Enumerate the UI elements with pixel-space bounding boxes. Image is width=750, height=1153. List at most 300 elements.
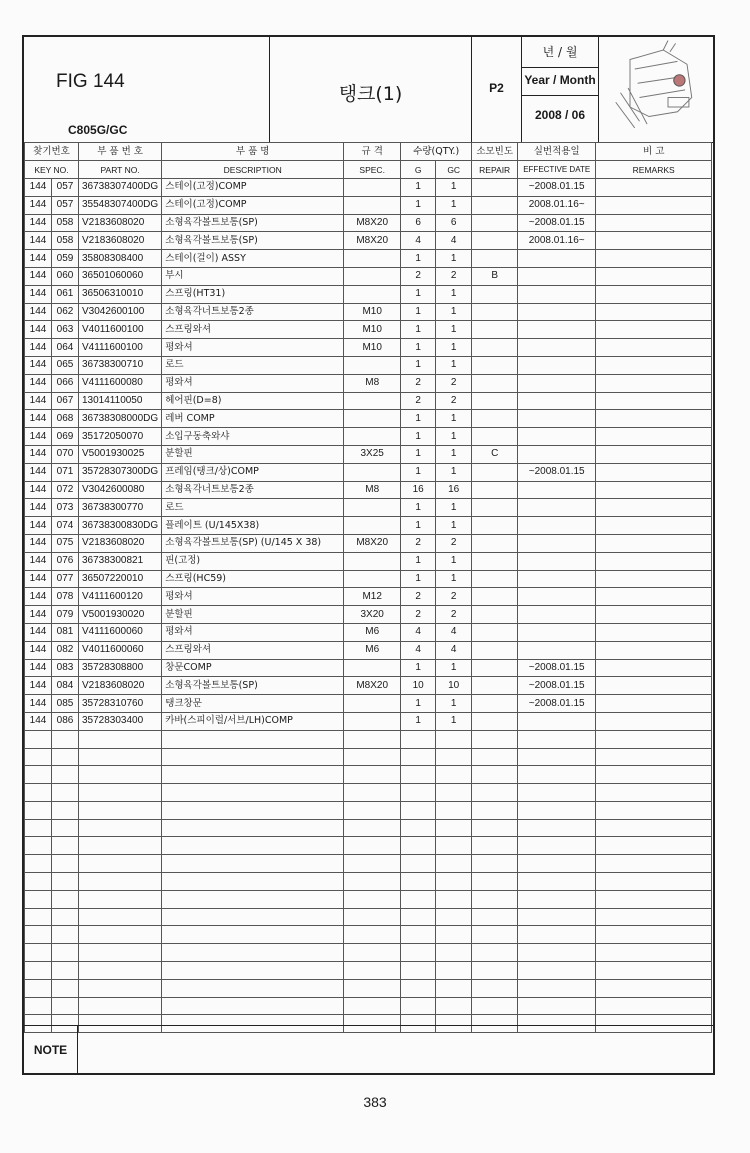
row-description: 스프링(HT31) — [162, 285, 344, 303]
col-eff-eng: EFFECTIVE DATE — [518, 161, 596, 179]
empty-cell — [518, 819, 596, 837]
empty-cell — [344, 908, 401, 926]
empty-cell — [472, 748, 518, 766]
row-repair — [472, 410, 518, 428]
row-part-no: V2183608020 — [79, 232, 162, 250]
row-spec — [344, 570, 401, 588]
row-part-no: 36506310010 — [79, 285, 162, 303]
row-remarks — [596, 445, 712, 463]
row-key: 065 — [52, 356, 79, 374]
row-spec: M12 — [344, 588, 401, 606]
empty-cell — [79, 801, 162, 819]
empty-cell — [518, 730, 596, 748]
title-cell — [270, 37, 472, 142]
row-fig: 144 — [25, 641, 52, 659]
empty-cell — [344, 997, 401, 1015]
row-repair — [472, 552, 518, 570]
empty-cell — [52, 748, 79, 766]
empty-cell — [472, 784, 518, 802]
row-effective-date: ~2008.01.15 — [518, 677, 596, 695]
row-repair — [472, 517, 518, 535]
row-description: 스프링와셔 — [162, 321, 344, 339]
empty-row — [25, 837, 712, 855]
row-fig: 144 — [25, 534, 52, 552]
empty-cell — [25, 873, 52, 891]
row-repair: C — [472, 445, 518, 463]
row-effective-date — [518, 250, 596, 268]
empty-cell — [162, 730, 344, 748]
empty-cell — [518, 908, 596, 926]
table-row — [25, 517, 712, 535]
empty-cell — [25, 908, 52, 926]
row-spec — [344, 428, 401, 446]
row-fig: 144 — [25, 196, 52, 214]
empty-cell — [344, 766, 401, 784]
row-effective-date — [518, 445, 596, 463]
empty-cell — [162, 926, 344, 944]
row-fig: 144 — [25, 463, 52, 481]
empty-cell — [344, 890, 401, 908]
empty-cell — [52, 979, 79, 997]
table-row — [25, 321, 712, 339]
header-row-english — [25, 161, 712, 179]
empty-cell — [344, 837, 401, 855]
empty-cell — [79, 766, 162, 784]
row-fig: 144 — [25, 232, 52, 250]
row-fig: 144 — [25, 392, 52, 410]
row-spec — [344, 499, 401, 517]
empty-cell — [472, 997, 518, 1015]
empty-cell — [79, 855, 162, 873]
row-repair — [472, 250, 518, 268]
row-qty-g: 2 — [401, 534, 436, 552]
empty-cell — [472, 908, 518, 926]
empty-cell — [401, 908, 436, 926]
row-repair — [472, 392, 518, 410]
table-row — [25, 214, 712, 232]
empty-cell — [25, 784, 52, 802]
col-qty-kor: 수량(QTY.) — [401, 143, 472, 161]
row-description: 소형육각너트보통2종 — [162, 481, 344, 499]
empty-cell — [344, 926, 401, 944]
row-fig: 144 — [25, 214, 52, 232]
empty-row — [25, 890, 712, 908]
row-qty-g: 2 — [401, 606, 436, 624]
empty-cell — [436, 890, 472, 908]
row-repair — [472, 588, 518, 606]
empty-cell — [401, 855, 436, 873]
empty-cell — [518, 855, 596, 873]
table-row — [25, 641, 712, 659]
empty-cell — [162, 997, 344, 1015]
row-part-no: V2183608020 — [79, 214, 162, 232]
empty-row — [25, 784, 712, 802]
row-key: 071 — [52, 463, 79, 481]
row-description: 플레이트 (U/145X38) — [162, 517, 344, 535]
row-qty-gc: 2 — [436, 588, 472, 606]
empty-cell — [436, 997, 472, 1015]
row-spec: M10 — [344, 303, 401, 321]
empty-cell — [25, 926, 52, 944]
empty-cell — [472, 837, 518, 855]
empty-cell — [401, 944, 436, 962]
row-repair — [472, 232, 518, 250]
row-description: 스테이(고정)COMP — [162, 179, 344, 197]
row-spec — [344, 179, 401, 197]
row-effective-date — [518, 499, 596, 517]
row-spec: M8 — [344, 481, 401, 499]
table-row — [25, 712, 712, 730]
row-qty-gc: 1 — [436, 463, 472, 481]
empty-cell — [596, 908, 712, 926]
row-fig: 144 — [25, 445, 52, 463]
empty-row — [25, 730, 712, 748]
empty-cell — [79, 962, 162, 980]
table-row — [25, 267, 712, 285]
row-repair — [472, 677, 518, 695]
row-description: 로드 — [162, 356, 344, 374]
empty-cell — [436, 730, 472, 748]
row-qty-g: 1 — [401, 445, 436, 463]
row-key: 074 — [52, 517, 79, 535]
row-spec — [344, 267, 401, 285]
row-qty-gc: 1 — [436, 695, 472, 713]
empty-cell — [401, 873, 436, 891]
row-description: 분할핀 — [162, 445, 344, 463]
row-part-no: 36501060060 — [79, 267, 162, 285]
row-fig: 144 — [25, 428, 52, 446]
note-label: NOTE — [24, 1026, 78, 1074]
row-description: 카바(스피이럴/서브/LH)COMP — [162, 712, 344, 730]
note-section — [24, 1025, 713, 1074]
col-eff-kor: 실번적용일 — [518, 143, 596, 161]
row-effective-date — [518, 623, 596, 641]
table-row — [25, 285, 712, 303]
page-number: 383 — [363, 1094, 387, 1110]
table-row — [25, 534, 712, 552]
empty-cell — [596, 819, 712, 837]
row-remarks — [596, 641, 712, 659]
row-fig: 144 — [25, 410, 52, 428]
empty-cell — [518, 926, 596, 944]
combine-harvester-image — [611, 39, 706, 137]
empty-cell — [596, 873, 712, 891]
row-description: 스테이(고정)COMP — [162, 196, 344, 214]
col-repair-kor: 소모빈도 — [472, 143, 518, 161]
row-qty-g: 2 — [401, 374, 436, 392]
empty-cell — [52, 766, 79, 784]
row-qty-gc: 2 — [436, 267, 472, 285]
row-repair — [472, 499, 518, 517]
empty-cell — [162, 908, 344, 926]
empty-cell — [344, 730, 401, 748]
empty-cell — [25, 997, 52, 1015]
row-repair — [472, 303, 518, 321]
row-key: 082 — [52, 641, 79, 659]
empty-cell — [162, 855, 344, 873]
row-fig: 144 — [25, 552, 52, 570]
row-qty-gc: 1 — [436, 303, 472, 321]
row-key: 083 — [52, 659, 79, 677]
row-key: 061 — [52, 285, 79, 303]
col-desc-kor: 부 품 명 — [162, 143, 344, 161]
row-remarks — [596, 374, 712, 392]
row-remarks — [596, 677, 712, 695]
empty-cell — [344, 873, 401, 891]
row-effective-date: ~2008.01.15 — [518, 463, 596, 481]
row-repair — [472, 374, 518, 392]
row-qty-gc: 1 — [436, 570, 472, 588]
row-effective-date: ~2008.01.15 — [518, 659, 596, 677]
row-qty-gc: 1 — [436, 339, 472, 357]
empty-cell — [436, 784, 472, 802]
row-key: 068 — [52, 410, 79, 428]
row-spec: M8X20 — [344, 214, 401, 232]
row-qty-g: 1 — [401, 570, 436, 588]
row-effective-date: ~2008.01.15 — [518, 179, 596, 197]
empty-row — [25, 997, 712, 1015]
row-spec — [344, 250, 401, 268]
row-repair — [472, 463, 518, 481]
row-spec — [344, 552, 401, 570]
empty-cell — [472, 944, 518, 962]
row-key: 063 — [52, 321, 79, 339]
table-row — [25, 179, 712, 197]
empty-cell — [162, 766, 344, 784]
row-qty-gc: 1 — [436, 517, 472, 535]
empty-cell — [596, 801, 712, 819]
empty-cell — [162, 837, 344, 855]
row-qty-g: 6 — [401, 214, 436, 232]
empty-row — [25, 979, 712, 997]
empty-cell — [436, 908, 472, 926]
table-row — [25, 410, 712, 428]
empty-cell — [79, 926, 162, 944]
row-spec: M10 — [344, 321, 401, 339]
fig-number: FIG 144 — [56, 71, 125, 92]
row-repair — [472, 570, 518, 588]
empty-cell — [79, 784, 162, 802]
empty-cell — [344, 748, 401, 766]
empty-cell — [162, 873, 344, 891]
row-effective-date: 2008.01.16~ — [518, 196, 596, 214]
row-description: 소형육각볼트보통(SP) — [162, 232, 344, 250]
empty-cell — [596, 748, 712, 766]
empty-cell — [52, 890, 79, 908]
empty-cell — [596, 855, 712, 873]
row-qty-g: 4 — [401, 641, 436, 659]
empty-cell — [52, 944, 79, 962]
parts-sheet — [22, 35, 715, 1075]
empty-cell — [162, 890, 344, 908]
row-remarks — [596, 481, 712, 499]
row-effective-date — [518, 410, 596, 428]
row-spec: M6 — [344, 641, 401, 659]
row-part-no: 35172050070 — [79, 428, 162, 446]
table-row — [25, 303, 712, 321]
row-part-no: 36738300821 — [79, 552, 162, 570]
table-row — [25, 588, 712, 606]
empty-cell — [401, 801, 436, 819]
empty-cell — [52, 801, 79, 819]
row-qty-g: 10 — [401, 677, 436, 695]
empty-cell — [596, 979, 712, 997]
row-repair — [472, 196, 518, 214]
row-qty-g: 2 — [401, 588, 436, 606]
row-qty-gc: 1 — [436, 445, 472, 463]
row-part-no: V4111600100 — [79, 339, 162, 357]
row-spec — [344, 712, 401, 730]
row-description: 평와셔 — [162, 588, 344, 606]
row-qty-gc: 2 — [436, 606, 472, 624]
parts-table — [24, 142, 712, 1033]
row-remarks — [596, 339, 712, 357]
empty-cell — [596, 837, 712, 855]
row-qty-gc: 16 — [436, 481, 472, 499]
empty-cell — [472, 766, 518, 784]
empty-cell — [518, 962, 596, 980]
row-effective-date — [518, 392, 596, 410]
col-qty-gc: GC — [436, 161, 472, 179]
row-part-no: V5001930020 — [79, 606, 162, 624]
col-key-kor: 찾기번호 — [25, 143, 79, 161]
empty-cell — [472, 855, 518, 873]
row-qty-gc: 1 — [436, 196, 472, 214]
row-effective-date — [518, 267, 596, 285]
col-rem-kor: 비 고 — [596, 143, 712, 161]
row-part-no: V4111600120 — [79, 588, 162, 606]
row-remarks — [596, 410, 712, 428]
row-spec: M6 — [344, 623, 401, 641]
empty-cell — [344, 855, 401, 873]
row-repair — [472, 641, 518, 659]
row-remarks — [596, 179, 712, 197]
row-description: 스프링(HC59) — [162, 570, 344, 588]
fig-cell — [24, 37, 270, 142]
row-description: 프레임(탱크/상)COMP — [162, 463, 344, 481]
row-description: 소형육각너트보통2종 — [162, 303, 344, 321]
empty-cell — [25, 962, 52, 980]
table-row — [25, 677, 712, 695]
row-effective-date — [518, 588, 596, 606]
empty-cell — [79, 944, 162, 962]
empty-cell — [596, 730, 712, 748]
row-key: 059 — [52, 250, 79, 268]
row-key: 057 — [52, 196, 79, 214]
row-description: 평와셔 — [162, 623, 344, 641]
empty-row — [25, 801, 712, 819]
empty-cell — [472, 979, 518, 997]
row-part-no: V4111600080 — [79, 374, 162, 392]
row-effective-date — [518, 374, 596, 392]
row-description: 헤어핀(D=8) — [162, 392, 344, 410]
row-spec — [344, 410, 401, 428]
row-key: 070 — [52, 445, 79, 463]
row-spec — [344, 356, 401, 374]
row-qty-g: 1 — [401, 356, 436, 374]
row-qty-gc: 4 — [436, 232, 472, 250]
row-repair — [472, 214, 518, 232]
empty-cell — [518, 944, 596, 962]
sheet-header — [24, 37, 713, 143]
row-repair — [472, 606, 518, 624]
empty-cell — [472, 873, 518, 891]
empty-cell — [518, 890, 596, 908]
row-fig: 144 — [25, 179, 52, 197]
row-spec: 3X20 — [344, 606, 401, 624]
row-remarks — [596, 196, 712, 214]
empty-cell — [401, 819, 436, 837]
empty-cell — [52, 819, 79, 837]
empty-cell — [518, 748, 596, 766]
empty-cell — [52, 962, 79, 980]
row-qty-gc: 4 — [436, 641, 472, 659]
row-qty-g: 1 — [401, 339, 436, 357]
empty-cell — [52, 730, 79, 748]
row-qty-gc: 6 — [436, 214, 472, 232]
row-fig: 144 — [25, 374, 52, 392]
row-qty-g: 1 — [401, 712, 436, 730]
table-row — [25, 659, 712, 677]
row-effective-date — [518, 356, 596, 374]
empty-cell — [79, 837, 162, 855]
row-fig: 144 — [25, 481, 52, 499]
header-row-korean — [25, 143, 712, 161]
empty-row — [25, 962, 712, 980]
row-key: 058 — [52, 232, 79, 250]
empty-cell — [25, 748, 52, 766]
row-remarks — [596, 356, 712, 374]
empty-cell — [596, 944, 712, 962]
table-row — [25, 445, 712, 463]
row-qty-g: 16 — [401, 481, 436, 499]
empty-cell — [52, 837, 79, 855]
row-remarks — [596, 659, 712, 677]
empty-row — [25, 908, 712, 926]
empty-cell — [401, 962, 436, 980]
empty-cell — [25, 730, 52, 748]
row-remarks — [596, 267, 712, 285]
row-repair — [472, 481, 518, 499]
empty-cell — [596, 890, 712, 908]
row-qty-g: 1 — [401, 321, 436, 339]
row-effective-date — [518, 641, 596, 659]
row-part-no: 35728308800 — [79, 659, 162, 677]
empty-cell — [162, 801, 344, 819]
row-qty-gc: 1 — [436, 250, 472, 268]
table-row — [25, 695, 712, 713]
col-part-eng: PART NO. — [79, 161, 162, 179]
row-part-no: 35728307300DG — [79, 463, 162, 481]
empty-cell — [472, 730, 518, 748]
empty-cell — [596, 997, 712, 1015]
row-remarks — [596, 499, 712, 517]
row-remarks — [596, 250, 712, 268]
row-remarks — [596, 285, 712, 303]
row-repair — [472, 712, 518, 730]
row-remarks — [596, 428, 712, 446]
row-remarks — [596, 712, 712, 730]
table-row — [25, 374, 712, 392]
row-qty-g: 1 — [401, 517, 436, 535]
row-fig: 144 — [25, 267, 52, 285]
row-part-no: 36738308000DG — [79, 410, 162, 428]
row-part-no: V2183608020 — [79, 677, 162, 695]
empty-cell — [596, 766, 712, 784]
row-part-no: 36738300770 — [79, 499, 162, 517]
row-part-no: 35728303400 — [79, 712, 162, 730]
row-spec: M8 — [344, 374, 401, 392]
